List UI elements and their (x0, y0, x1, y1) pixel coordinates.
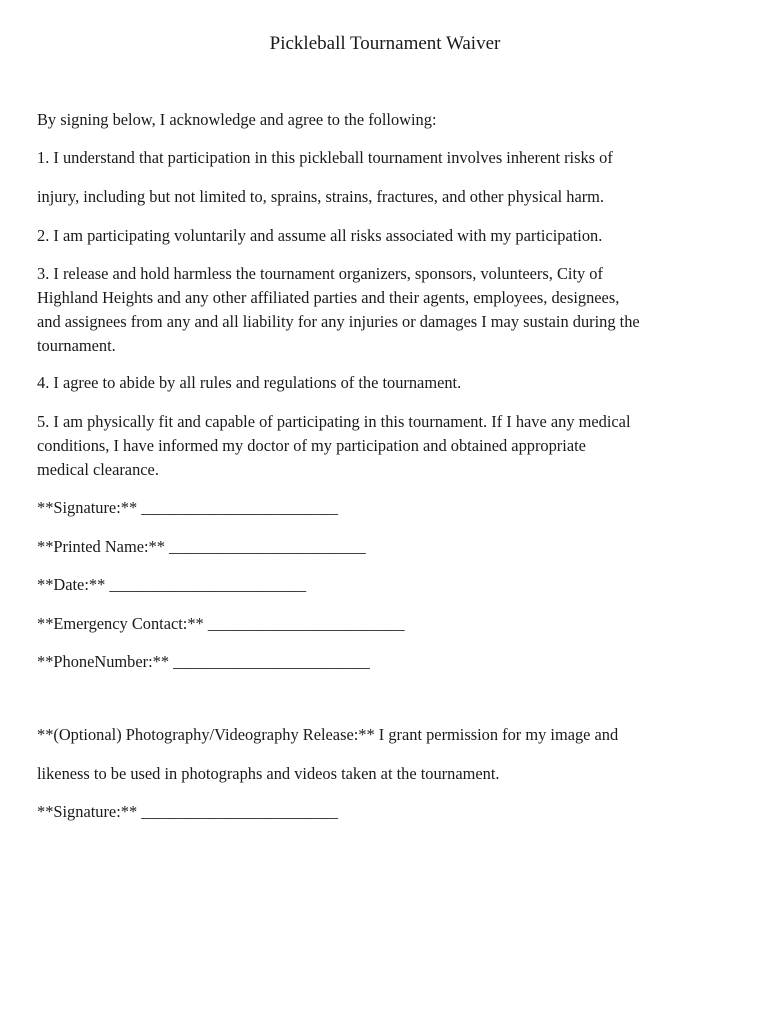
page-title: Pickleball Tournament Waiver (269, 33, 501, 54)
clause-3-line-4: tournament. (37, 336, 116, 355)
signature-field[interactable]: **Signature:** ________________________ (37, 498, 338, 517)
phone-number-field[interactable]: **PhoneNumber:** ________________________ (37, 652, 370, 671)
clause-5-line-2: conditions, I have informed my doctor of my participation and obtained appropriate (37, 436, 586, 455)
photo-release-line-2: likeness to be used in photographs and videos taken at the tournament. (37, 764, 500, 783)
clause-5 (37, 410, 742, 482)
clause-3-line-1: 3. I release and hold harmless the tournament organizers, sponsors, volunteers, City of (37, 264, 603, 283)
clause-5-line-1: 5. I am physically fit and capable of participating in this tournament. If I have any medical (37, 412, 631, 431)
printed-name-field[interactable]: **Printed Name:** ________________________ (37, 537, 366, 556)
clause-1-line-1: 1. I understand that participation in this pickleball tournament involves inherent risks of (37, 148, 613, 167)
emergency-contact-field[interactable]: **Emergency Contact:** ________________________ (37, 614, 405, 633)
clause-3-line-3: and assignees from any and all liability for any injuries or damages I may sustain during the (37, 312, 640, 331)
intro-text: By signing below, I acknowledge and agree to the following: (37, 110, 437, 129)
clause-5-line-3: medical clearance. (37, 460, 159, 479)
photo-release-line-1: **(Optional) Photography/Videography Release:** I grant permission for my image and (37, 725, 619, 744)
clause-4: 4. I agree to abide by all rules and regulations of the tournament. (37, 373, 462, 392)
photo-release-signature-field[interactable]: **Signature:** ________________________ (37, 802, 338, 821)
clause-3 (37, 262, 742, 358)
clause-1-line-2: injury, including but not limited to, sprains, strains, fractures, and other physical harm. (37, 187, 605, 206)
clause-3-line-2: Highland Heights and any other affiliated parties and their agents, employees, designees, (37, 288, 620, 307)
clause-2: 2. I am participating voluntarily and assume all risks associated with my participation. (37, 226, 603, 245)
date-field[interactable]: **Date:** ________________________ (37, 575, 307, 594)
